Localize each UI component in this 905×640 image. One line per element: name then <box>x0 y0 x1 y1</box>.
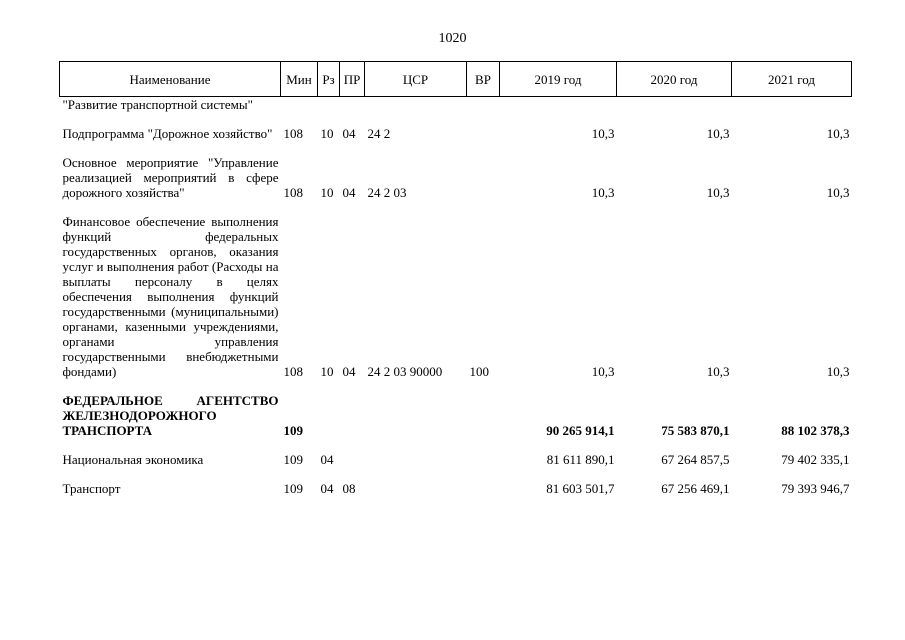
row-2021: 10,3 <box>826 364 850 379</box>
header-name: Наименование <box>60 62 281 97</box>
header-rz: Рз <box>318 62 340 97</box>
row-csr <box>365 467 467 496</box>
row-pr: 04 <box>342 364 356 379</box>
row-2020: 67 264 857,5 <box>661 452 730 467</box>
row-pr: 04 <box>342 126 356 141</box>
table-row <box>60 97 852 113</box>
row-2020: 10,3 <box>706 185 730 200</box>
row-pr <box>340 97 365 113</box>
row-name: "Развитие транспортной системы" <box>62 97 253 112</box>
row-2019: 10,3 <box>591 364 615 379</box>
row-min: 109 <box>283 452 303 467</box>
row-2019: 10,3 <box>591 185 615 200</box>
row-2019: 10,3 <box>591 126 615 141</box>
row-2019: 81 603 501,7 <box>546 481 615 496</box>
row-pr: 04 <box>342 185 356 200</box>
row-2021: 79 393 946,7 <box>781 481 850 496</box>
header-pr: ПР <box>340 62 365 97</box>
row-name: Национальная экономика <box>62 452 204 467</box>
row-csr: 24 2 03 90000 <box>367 364 443 379</box>
row-2020 <box>617 97 732 113</box>
row-pr <box>340 379 365 438</box>
row-2019: 90 265 914,1 <box>546 423 615 438</box>
budget-table <box>59 61 852 496</box>
table-row <box>60 112 852 141</box>
row-rz <box>318 97 340 113</box>
row-2020: 75 583 870,1 <box>661 423 730 438</box>
row-csr <box>365 379 467 438</box>
row-min <box>281 97 318 113</box>
row-min: 108 <box>283 126 303 141</box>
row-rz: 10 <box>320 126 334 141</box>
table-header-row <box>60 62 852 97</box>
row-min: 109 <box>283 423 303 438</box>
header-2021: 2021 год <box>732 62 852 97</box>
row-name: Основное мероприятие "Управление реализацией мероприятий в сфере дорожного хозяйства" <box>62 155 279 200</box>
row-vr <box>467 97 500 113</box>
row-min: 109 <box>283 481 303 496</box>
row-pr <box>340 438 365 467</box>
row-vr <box>467 467 500 496</box>
row-vr: 100 <box>469 364 489 379</box>
row-pr: 08 <box>342 481 356 496</box>
header-min: Мин <box>281 62 318 97</box>
row-name: Подпрограмма "Дорожное хозяйство" <box>62 126 273 141</box>
row-2021: 88 102 378,3 <box>781 423 850 438</box>
row-name: Транспорт <box>62 481 121 496</box>
row-vr <box>467 112 500 141</box>
table-row <box>60 438 852 467</box>
row-csr <box>365 97 467 113</box>
row-rz: 10 <box>320 185 334 200</box>
row-rz: 10 <box>320 364 334 379</box>
header-2020: 2020 год <box>617 62 732 97</box>
row-2020: 10,3 <box>706 364 730 379</box>
row-name: ФЕДЕРАЛЬНОЕ АГЕНТСТВО ЖЕЛЕЗНОДОРОЖНОГО ТРАНСПОРТА <box>62 393 279 438</box>
row-csr: 24 2 <box>367 126 391 141</box>
row-2019 <box>500 97 617 113</box>
row-2020: 10,3 <box>706 126 730 141</box>
header-vr: ВР <box>467 62 500 97</box>
row-vr <box>467 141 500 200</box>
row-csr <box>365 438 467 467</box>
row-2021 <box>732 97 852 113</box>
table-row <box>60 200 852 379</box>
row-min: 108 <box>283 185 303 200</box>
row-2020: 67 256 469,1 <box>661 481 730 496</box>
row-csr: 24 2 03 <box>367 185 407 200</box>
row-2021: 79 402 335,1 <box>781 452 850 467</box>
row-vr <box>467 438 500 467</box>
header-2019: 2019 год <box>500 62 617 97</box>
row-rz: 04 <box>320 481 334 496</box>
row-2021: 10,3 <box>826 126 850 141</box>
table-row <box>60 141 852 200</box>
table-row <box>60 467 852 496</box>
row-vr <box>467 379 500 438</box>
row-name: Финансовое обеспечение выполнения функций федеральных государственных органов, оказания услуг и выполнения работ (Расходы на выплаты персоналу в целях обеспечения выполнения функций государственными (муниципальными) органами, казенными учреждениями, органами управления государственными внебюджетными фондами) <box>62 214 279 379</box>
table-row <box>60 379 852 438</box>
row-rz <box>318 379 340 438</box>
row-rz: 04 <box>320 452 334 467</box>
row-min: 108 <box>283 364 303 379</box>
row-2021: 10,3 <box>826 185 850 200</box>
page-number: 1020 <box>438 31 467 46</box>
row-2019: 81 611 890,1 <box>546 452 615 467</box>
header-csr: ЦСР <box>365 62 467 97</box>
